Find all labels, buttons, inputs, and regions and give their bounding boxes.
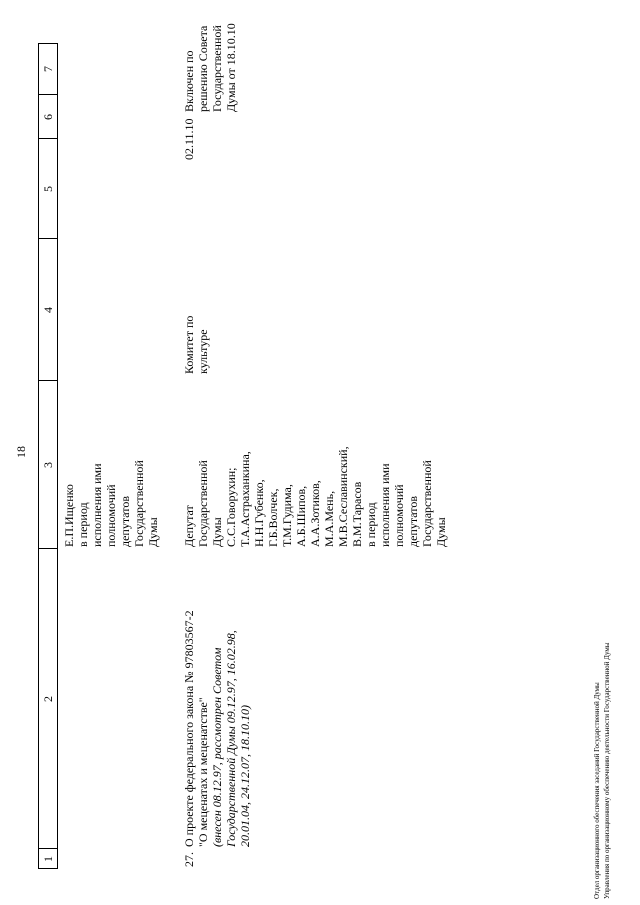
text-line: М.А.Мень, [322,490,336,547]
header-col-3: 3 [41,462,55,468]
text-line: О проекте федерального закона № 97803567-2 [182,610,196,847]
text-line: Е.П.Ищенко [62,484,76,547]
text-line: в период [76,502,90,547]
text-line: Думы [210,517,224,547]
inclusion-date: 02.11.10 [182,118,196,160]
row-number: 27. [182,852,196,867]
text-line: (внесен 08.12.97, рассмотрен Советом [210,647,224,847]
text-line: в период [364,502,378,547]
text-line: исполнения ими [378,463,392,547]
header-col-2: 2 [41,696,55,702]
text-line: В.М.Тарасов [350,481,364,547]
text-line: депутатов [406,495,420,547]
prev-row-col3 [62,460,160,547]
header-col-1: 1 [41,856,55,862]
text-line: Думы [434,517,448,547]
text-line: Т.М.Гудима, [280,484,294,547]
text-line: Т.А.Астраханкина, [238,451,252,547]
bill-title [182,610,252,847]
text-line: Думы [146,517,160,547]
header-col-7: 7 [41,66,55,72]
footer-line: Отдел организационного обеспечения заседаний Государственной Думы [593,682,601,899]
header-col-4: 4 [41,307,55,313]
text-line: Включен по [182,50,196,112]
text-line: Государственной Думы 09.12.97, 16.02.98, [224,630,238,847]
text-line: М.В.Сеславинский, [336,446,350,547]
text-line: культуре [196,329,210,374]
text-line: полномочий [104,484,118,547]
text-line: А.А.Зотиков, [308,480,322,547]
header-col-5: 5 [41,186,55,192]
text-line: решению Совета [196,25,210,112]
text-line: Н.Н.Губенко, [252,479,266,547]
initiators-list [182,446,448,547]
text-line: Думы от 18.10.10 [224,23,238,112]
text-line: Государственной [196,460,210,547]
text-line: исполнения ими [90,463,104,547]
text-line: Государственной [132,460,146,547]
text-line: 20.01.04, 24.12.07, 18.10.10) [238,705,252,847]
footer-line: Управления по организационному обеспечению деятельности Государственной Думы [603,642,611,899]
text-line: Депутат [182,505,196,547]
page-number: 18 [14,446,28,458]
text-line: полномочий [392,484,406,547]
header-col-6: 6 [41,114,55,120]
committee [182,316,210,374]
table-header [38,43,58,869]
text-line: Государственной [420,460,434,547]
text-line: депутатов [118,495,132,547]
text-line: "О меценатах и меценатстве" [196,697,210,847]
text-line: С.С.Говорухин; [224,467,238,547]
footer [592,643,612,899]
text-line: Государственной [210,25,224,112]
inclusion-note [182,23,238,112]
text-line: Г.Б.Волчек, [266,488,280,547]
text-line: Комитет по [182,315,196,374]
text-line: А.Б.Шипов, [294,485,308,547]
column-divider [39,43,57,44]
